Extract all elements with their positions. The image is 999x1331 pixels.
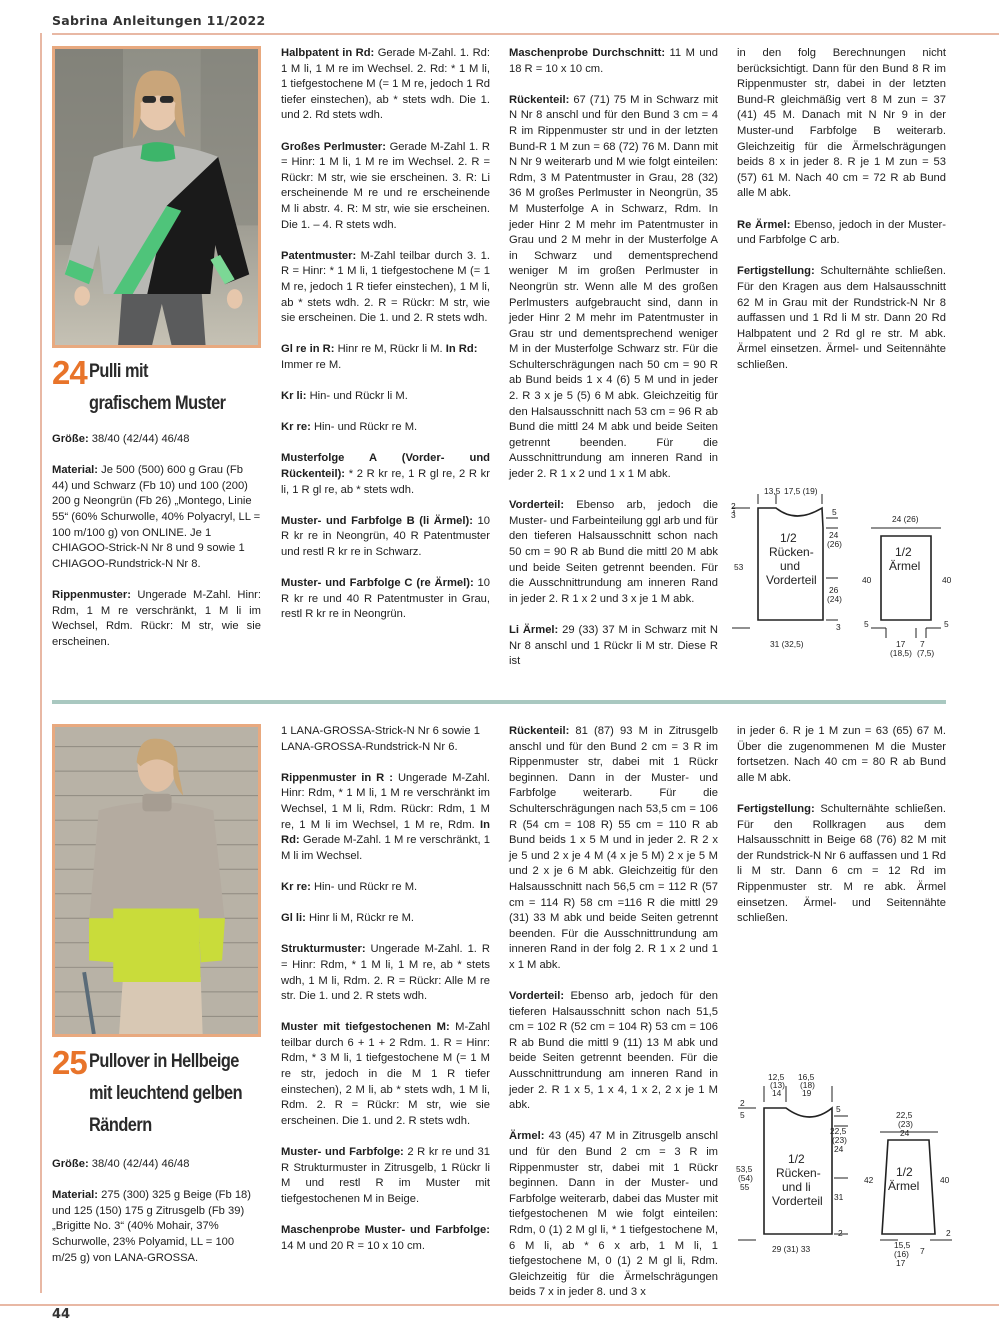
p25-size-label: Größe: — [52, 1158, 89, 1170]
schem25-s-7: 7 — [920, 1246, 925, 1256]
schem24-body-l1: 1/2 — [780, 531, 797, 545]
pattern-24-col-3 — [509, 46, 718, 685]
p24-c3-0-label: Maschenprobe Durchschnitt: — [509, 47, 666, 59]
schem24-m-3: 3 — [731, 510, 736, 520]
frame-left-line — [40, 33, 42, 1293]
schem24-s-185: (18,5) — [890, 648, 912, 658]
p25-c2-3-label: Gl li: — [281, 912, 306, 925]
p24-c2-3-text2: Immer re M. — [281, 358, 342, 371]
photo-pattern-25 — [52, 724, 261, 1037]
schem25-s-topc: 24 — [900, 1128, 910, 1138]
schem25-m2: 2 — [740, 1098, 745, 1108]
p25-c2-2-label: Kr re: — [281, 880, 311, 893]
p24-c3-3 — [509, 623, 718, 670]
p25-size — [52, 1157, 261, 1173]
p24-c2-3 — [281, 342, 490, 373]
schem25-t1c: 14 — [772, 1088, 782, 1098]
p24-c2-0-label: Halbpatent in Rd: — [281, 47, 375, 59]
pattern-25-title-1: Pullover in Hellbeige — [88, 1051, 239, 1072]
p24-c3-1-label: Rückenteil: — [509, 93, 570, 106]
pattern-25-schematic — [730, 1068, 970, 1268]
schem25-s-17: 17 — [896, 1258, 906, 1268]
p25-c3-2-label: Ärmel: — [509, 1130, 545, 1143]
schem24-body-l3: und — [780, 559, 801, 573]
schem25-body-l2: Rücken- — [776, 1166, 821, 1180]
p25-c2-1 — [281, 771, 490, 865]
p25-c2-6-label: Muster- und Farbfolge: — [281, 1146, 404, 1159]
p25-c2-5-label: Muster mit tiefgestochenen M: — [281, 1021, 450, 1034]
schem25-s-2: 2 — [946, 1228, 951, 1238]
p25-c4-1-label: Fertigstellung: — [737, 802, 815, 815]
pattern-24-number: 24 — [52, 354, 87, 391]
p24-c2-4-text: Hin- und Rückr li M. — [306, 390, 408, 403]
p24-c3-1 — [509, 93, 718, 483]
p24-rib-text: Ungerade M-Zahl. Hinr: Rdm, 1 M re verschränkt, 1 M li im Wechsel, Rdm. Rückr: M str, wie sie erscheinen. — [52, 588, 261, 648]
p24-c2-7-text: 10 R kr re in Neongrün, 40 R Patentmuster und restl R kr re in Schwarz. — [281, 514, 490, 558]
p24-c2-8-text: 10 R kr re und 40 R Patentmuster in Grau, restl R kr re in Neongrün. — [281, 577, 491, 621]
schem25-m22c: 24 — [834, 1144, 844, 1154]
schem25-sleeve-l2: Ärmel — [888, 1179, 920, 1193]
pattern-25-title-2: mit leuchtend gelben — [88, 1083, 242, 1104]
schem25-t2c: 19 — [802, 1088, 812, 1098]
schem25-m55: 55 — [740, 1182, 750, 1192]
schem25-t1b: (13) — [770, 1080, 785, 1090]
p24-c4-2-label: Fertigstellung: — [737, 265, 815, 278]
p24-size — [52, 432, 261, 448]
schem24-s-5l: 5 — [864, 619, 869, 629]
schem24-s-7: 7 — [920, 639, 925, 649]
schem24-s-40r: 40 — [942, 575, 952, 585]
pattern-25-col-4 — [737, 724, 946, 942]
p24-c4-1-label: Re Ärmel: — [737, 218, 791, 231]
page-header — [0, 0, 999, 36]
p24-c2-1-label: Großes Perlmuster: — [281, 140, 386, 153]
p25-c2-4-label: Strukturmuster: — [281, 943, 366, 956]
p25-c3-2 — [509, 1129, 718, 1301]
photo-pattern-24 — [52, 46, 261, 348]
p25-c2-2 — [281, 880, 490, 896]
p25-material — [52, 1188, 261, 1266]
pattern-25-col-3 — [509, 724, 718, 1317]
p24-c2-5 — [281, 420, 490, 436]
schem25-t2b: (18) — [800, 1080, 815, 1090]
schem25-m5r: 5 — [836, 1104, 841, 1114]
p24-rib — [52, 588, 261, 650]
frame-top-line — [52, 33, 999, 35]
p24-c2-2-text: M-Zahl teilbar durch 3. 1. R = Hinr: * 1 M li, 1 tiefgestochene M (= 1 M re, jedoch 1 R tiefer einstechen), 1 M li, ab * stets wdh. 2. R = Rückr: M str, wie sie erscheinen. Die 1. und 2. R stets wdh. — [281, 249, 490, 325]
p25-c3-0-text: 81 (87) 93 M in Zitrusgelb anschl und für den Bund 2 cm = 3 R im Rippenmuster str, dabei mit 1 Rückr beginnen. Dann in der Muster- und Farbfolge weiterarb. Für die Schulterschrägungen nach 53,5 cm = 106 R (54 cm = 108 R) 55 cm = 110 R ab Bund beids 1 x 5 M und in jeder 2. R 2 x je 5 und 2 x je 4 M (4 x je 5 M) 2 x je 5 M und 2 x je 6 M abk. Gleichzeitig für den Halsausschnitt nach 56,5 cm = 112 R (57 cm = 114 R) 58 cm =116 R die mittl 29 (31) 33 M abk und beide Seiten getrennt beenden. Für die Ausschnittrundung am inneren Rand in der folg 2. R 1 x 2 und 1 x 1 M abk. — [509, 725, 718, 971]
p25-c4-1 — [737, 802, 946, 927]
schem25-body-l4: Vorderteil — [772, 1194, 823, 1208]
p24-c2-2 — [281, 249, 490, 327]
p24-c3-1-text: 67 (71) 75 M in Schwarz mit N Nr 8 anschl und für den Bund 3 cm = 4 R im Rippenmuster str und in der letzten Bund-R 1 M zun = 68 (72) 76 M. Dann mit N Nr 9 weiterarb und M wie folgt einteilen: Rdm, 3 M Patentmuster in Grau, 28 (32) 36 M großes Perlmuster in Neongrün, 35 M Musterfolge A in Schwarz, Rdm. In jeder Hinr 2 M mehr im Patentmuster in Grau und 2 M mehr in der Musterfolge A in Schwarz und dementsprechend weniger M im großen Perlmuster in Neongrün str. Wenn alle M des großen Perlmusters aufgebraucht sind, dann in jeder Hinr 2 M mehr im Patentmuster in Grau str und dementsprechend weniger M in der Musterfolge Schwarz str. Für die Schulterschrägungen nach 50 cm = 90 R ab Bund beids 1 x 4 (6) 5 M und in jeder 2. R 3 x je 5 (5) 6 M abk. Gleichzeitig für den Halsausschnitt nach 53 cm = 96 R ab Bund die mittl 24 M abk und beide Seiten getrennt beenden. Für die Ausschnittrundung am inneren Rand in jeder 2. R 1 x 2 und 1 x 1 M abk. — [509, 93, 718, 481]
p25-c2-6 — [281, 1145, 490, 1207]
schem25-m22b: (23) — [832, 1135, 847, 1145]
magazine-title: Sabrina Anleitungen 11/2022 — [52, 13, 266, 28]
p24-c2-0 — [281, 46, 490, 124]
p25-c2-3 — [281, 911, 490, 927]
schem25-s-16: (16) — [894, 1249, 909, 1259]
pattern-24-col-4 — [737, 46, 946, 389]
p24-c2-3-label2: In Rd: — [442, 343, 478, 356]
p24-material — [52, 463, 261, 572]
p24-c2-3-label: Gl re in R: — [281, 343, 335, 356]
p24-rib-label: Rippenmuster: — [52, 588, 131, 601]
p24-c2-3-text: Hinr re M, Rückr li M. — [334, 343, 443, 356]
pattern-24-heading — [52, 355, 267, 419]
p25-c3-1-text: Ebenso arb, jedoch für den tieferen Halsausschnitt schon nach 51,5 cm = 102 R (52 cm = 104 R) 53 cm = 106 R ab Bund die mittl 9 (11) 13 M abk und beide Seiten getrennt beenden. Für die Ausschnittrundung am inneren Rand in jeder 2. R 1 x 5, 1 x 4, 1 x 2, 2 x je 1 M abk. — [509, 990, 718, 1112]
p25-c2-7-text: 14 M und 20 R = 10 x 10 cm. — [281, 1239, 425, 1252]
p25-c2-2-text: Hin- und Rückr re M. — [310, 880, 418, 893]
schem25-m5: 5 — [740, 1110, 745, 1120]
schem25-s-top: 22,5 — [896, 1110, 913, 1120]
p24-c2-6-label: Musterfolge A (Vorder- und Rückenteil): — [281, 452, 490, 481]
schem24-m-53: 53 — [734, 562, 744, 572]
p25-c4-0-text: in jeder 6. R je 1 M zun = 63 (65) 67 M. Über die zugenommenen M die Muster fortsetzen. Nach 40 cm = 80 R ab Bund alle M abk. — [737, 725, 946, 784]
schem25-m535: 53,5 — [736, 1164, 753, 1174]
schem24-m-2: 2 — [731, 501, 736, 511]
p24-c4-0-text: in den folg Berechnungen nicht berücksichtigt. Dann für den Bund 8 R im Rippenmuster str, dabei in der letzten Bund-R gleichmäßig vert 8 M zun = 37 (41) 45 M. Danach mit N Nr 9 in der Muster-und Farbfolge B weiterarb. Gleichzeitig für die Ärmelschrägungen beids 8 x in jeder 8. R je 1 M zun = 53 (57) 61 M. Nach 40 cm = 72 R ab Bund alle M abk. — [737, 47, 946, 200]
p24-c2-6 — [281, 451, 490, 498]
pattern-24-schematic — [726, 480, 966, 660]
p25-c2-3-text: Hinr li M, Rückr re M. — [305, 912, 415, 925]
p24-c3-2-text: Ebenso arb, jedoch die Muster- und Farbeinteilung ggl arb und für den tieferen Halsausschnitt schon nach 50 cm = 90 R ab Bund die mittl 20 M abk und beide Seiten getrennt beenden. Für die Ausschnittrundung am inneren Rand in jeder 2. R 1 x 2 und 3 x je 1 M abk. — [509, 499, 718, 605]
schem24-m-24b: (24) — [827, 594, 842, 604]
p24-c2-7 — [281, 514, 490, 561]
schem24-sleeve-l1: 1/2 — [895, 545, 912, 559]
p24-c4-1-text: Ebenso, jedoch in der Muster- und Farbfolge C arb. — [737, 218, 946, 247]
schem25-m54: (54) — [738, 1173, 753, 1183]
schem25-bottom: 29 (31) 33 — [772, 1244, 811, 1254]
pattern-24-title-1: Pulli mit — [88, 361, 148, 382]
pattern-24-col-2 — [281, 46, 490, 639]
p25-c3-1 — [509, 989, 718, 1114]
sweater-photo-25 — [55, 727, 258, 1034]
p24-size-label: Größe: — [52, 433, 89, 445]
schem25-s-topb: (23) — [898, 1119, 913, 1129]
schem25-s-40: 40 — [940, 1175, 950, 1185]
pattern-24-col-1 — [52, 432, 261, 666]
p24-c3-3-label: Li Ärmel: — [509, 623, 559, 636]
page-number: 44 — [52, 1307, 71, 1322]
p24-c2-4-label: Kr li: — [281, 390, 307, 403]
p25-c2-7-label: Maschenprobe Muster- und Farbfolge: — [281, 1224, 490, 1236]
p25-c2-5 — [281, 1020, 490, 1129]
p25-c2-1-text: Ungerade M-Zahl. Hinr: Rdm, * 1 M li, 1 M re verschränkt im Wechsel, 1 M li, Rdm. Rückr: Rdm, 1 M re, 1 M li im Wechsel, 1 M re, Rdm. — [281, 771, 490, 831]
p24-c2-5-label: Kr re: — [281, 421, 311, 434]
pattern-25-number: 25 — [52, 1044, 87, 1081]
p25-c2-0-text: 1 LANA-GROSSA-Strick-N Nr 6 sowie 1 LANA-GROSSA-Rundstrick-N Nr 6. — [281, 725, 480, 753]
p25-c2-7 — [281, 1223, 490, 1254]
p24-c4-1 — [737, 218, 946, 249]
pattern-24-title-2: grafischem Muster — [88, 393, 226, 414]
schem24-s-40l: 40 — [862, 575, 872, 585]
pattern-25-col-2 — [281, 724, 490, 1270]
p24-c4-2 — [737, 264, 946, 373]
p24-c3-3-text: 29 (33) 37 M in Schwarz mit N Nr 8 anschl und 1 Rückr li M str. Diese R ist — [509, 623, 718, 668]
p24-c2-2-label: Patentmuster: — [281, 249, 357, 262]
schem24-m-26a: (26) — [827, 539, 842, 549]
schem25-s-155: 15,5 — [894, 1240, 911, 1250]
p25-c2-6-text: 2 R kr re und 31 R Strukturmuster in Zitrusgelb, 1 Rückr li M und restl R im Muster mit tiefgestochenen M in Beige. — [281, 1146, 491, 1205]
p25-c3-0-label: Rückenteil: — [509, 725, 570, 737]
p25-c2-1-text2: Gerade M-Zahl. 1 M re verschränkt, 1 M li im Wechsel. — [281, 834, 490, 862]
p25-c2-4-text: Ungerade M-Zahl. 1. R = Hinr: Rdm, * 1 M li, 1 M re, ab * stets wdh, 1 M li, Rdm. 2. R = Rückr: Alle M re str. Die 1. und 2. R stets wdh. — [281, 943, 490, 1003]
p25-material-label: Material: — [52, 1189, 99, 1202]
p24-size-value: 38/40 (42/44) 46/48 — [88, 433, 190, 445]
schem24-m-3b: 3 — [836, 622, 841, 632]
p24-c2-6-text: * 2 R kr re, 1 R gl re, 2 R kr li, 1 R gl re, ab * stets wdh. — [281, 468, 490, 496]
schem24-s-5r: 5 — [944, 619, 949, 629]
p24-material-label: Material: — [52, 464, 99, 477]
schem24-m-31: 31 (32,5) — [770, 639, 804, 649]
p24-c3-0-text: 11 M und 18 R = 10 x 10 cm. — [509, 47, 718, 75]
p25-c3-2-text: 43 (45) 47 M in Zitrusgelb anschl und für den Bund 2 cm = 3 R im Rippenmuster str, dabei mit 1 Rückr beginnen. Dann in der Muster- und Farbfolge weiterarb, dabei das Muster mit tiefgestochenen M wie folgt einteilen: Rdm, 0 (1) 2 M gl li, * 1 tiefgestochene M, 6 M li, ab * 6 x arb, 1 M li, 1 tiefgestochene M, 0 (1) 2 M gl li, Rdm. Gleichzeitig für die Ärmelschrägungen beids 7 x in jeder 8. und 3 x — [509, 1130, 718, 1299]
schem24-m-26: 26 — [829, 585, 839, 595]
schem24-m-24: 24 — [829, 530, 839, 540]
p24-c2-0-text: Gerade M-Zahl. 1. Rd: 1 M li, 1 M re im Wechsel. 2. Rd: * 1 M li, 1 tiefgestochene M (= 1 M re, jedoch 1 Rd tiefer einstechen), ab * stets wdh. Die 1. und 2. Rd stets wdh. — [281, 47, 490, 122]
frame-bottom-line — [0, 1304, 999, 1306]
schem24-body-l2: Rücken- — [769, 545, 814, 559]
p24-c2-5-text: Hin- und Rückr re M. — [310, 421, 418, 434]
p24-c3-2-label: Vorderteil: — [509, 499, 565, 512]
schem25-s-42: 42 — [864, 1175, 874, 1185]
schem24-s-75: (7,5) — [917, 648, 935, 658]
p24-c2-1 — [281, 140, 490, 234]
p24-c3-2 — [509, 498, 718, 607]
p24-material-text: Je 500 (500) 600 g Grau (Fb 44) und Schwarz (Fb 10) und 100 (200) 200 g Neongrün (Fb 26) „Montego, Linie 55“ (60% Schurwolle, 40% Polyacryl, LL = 100 m/100 g) von ONLINE. Je 1 CHIAGOO-Strick-N Nr 8 und 9 sowie 1 CHIAGOO-Rundstrick-N Nr 8. — [52, 464, 261, 570]
schem24-m-neck: 17,5 (19) — [784, 486, 818, 496]
section-divider — [52, 700, 946, 704]
pattern-25-col-1 — [52, 1157, 261, 1282]
p24-c4-0 — [737, 46, 946, 202]
schem24-sleeve-l2: Ärmel — [889, 559, 921, 573]
p25-c3-1-label: Vorderteil: — [509, 990, 565, 1003]
p24-c2-8 — [281, 576, 490, 623]
schem25-m31: 31 — [834, 1192, 844, 1202]
schem24-s-top: 24 (26) — [892, 514, 919, 524]
pattern-25-heading — [52, 1045, 272, 1141]
sweater-photo-24 — [55, 49, 258, 345]
pattern-25-title-3: Rändern — [88, 1115, 152, 1136]
p24-c2-8-label: Muster- und Farbfolge C (re Ärmel): — [281, 577, 474, 590]
p25-size-value: 38/40 (42/44) 46/48 — [88, 1158, 190, 1170]
p25-c2-4 — [281, 942, 490, 1004]
p24-c2-4 — [281, 389, 490, 405]
p25-c4-1-text: Schulternähte schließen. Für den Rollkragen aus dem Halsausschnitt in Beige 68 (76) 82 M mit der Rundstrick-N Nr 6 auffassen und 1 Rd li M str. Dann 6 cm = 12 Rd im Rippenmuster str. M re abk. Ärmel einsetzen. Ärmel- und Seitennähte schließen. — [737, 802, 946, 925]
p24-c2-1-text: Gerade M-Zahl 1. R = Hinr: 1 M li, 1 M re im Wechsel. 2. R = Rückr: M str, wie sie erscheinen. 3. R: Li erscheinende M re und re erscheinende M li abstr. 4. R: M str, wie sie erscheinen. Die 1. – 4. R stets wdh. — [281, 140, 490, 231]
schem25-t2: 16,5 — [798, 1072, 815, 1082]
schem24-m-shoulder: 13,5 — [764, 486, 781, 496]
schem24-m-5: 5 — [832, 507, 837, 517]
p24-c3-0 — [509, 46, 718, 77]
p25-c2-5-text: M-Zahl teilbar durch 6 + 1 + 2 Rdm. 1. R = Hinr: Rdm, * 3 M li, 1 tiefgestochene M (= 1 M re str, jedoch in die M 1 R tiefer einstechen), 2 M li, ab * stets wdh, 1 M li, Rdm. 2. R = Rückr: M str, wie sie erscheinen. Die 1. und 2. R stets wdh. — [281, 1021, 490, 1127]
p24-c4-2-text: Schulternähte schließen. Für den Kragen aus dem Halsausschnitt 62 M in Grau mit der Rundstrick-N Nr 8 auffassen und 1 Rd li M str. Dann 20 Rd Halbpatent und 2 Rd gl re str. M abk. Ärmel einsetzen. Ärmel- und Seitennähte schließen. — [737, 265, 946, 371]
schem25-t1: 12,5 — [768, 1072, 785, 1082]
p24-c2-7-label: Muster- und Farbfolge B (li Ärmel): — [281, 514, 473, 527]
schem25-m22: 22,5 — [830, 1126, 847, 1136]
schem25-m2b: 2 — [838, 1228, 843, 1238]
schem24-s-17: 17 — [896, 639, 906, 649]
schem25-body-l3: und li — [782, 1180, 811, 1194]
p25-c2-1-label: Rippenmuster in R : — [281, 771, 393, 784]
p25-c2-1-label2: In Rd: — [281, 818, 490, 847]
p25-c4-0 — [737, 724, 946, 786]
schem24-body-l4: Vorderteil — [766, 573, 817, 587]
schem25-sleeve-l1: 1/2 — [896, 1165, 913, 1179]
p25-c2-0 — [281, 724, 490, 755]
p25-material-text: 275 (300) 325 g Beige (Fb 18) und 125 (150) 175 g Zitrusgelb (Fb 39) „Brigitte No. 3“ (40% Mohair, 37% Schurwolle, 23% Polyamid, LL = 100 m/25 g) von LANA-GROSSA. — [52, 1189, 252, 1264]
schem25-body-l1: 1/2 — [788, 1152, 805, 1166]
p25-c3-0 — [509, 724, 718, 974]
